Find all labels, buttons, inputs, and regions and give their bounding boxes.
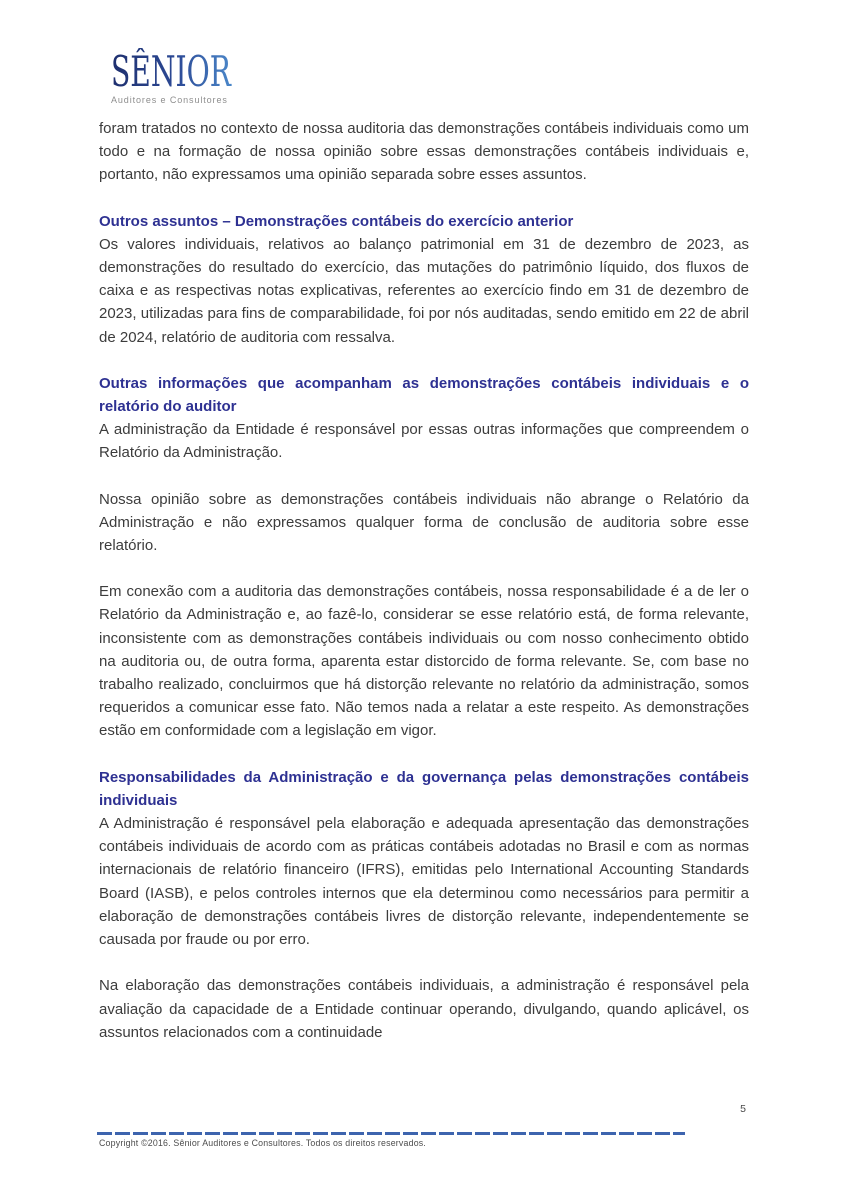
section-heading-outras-informacoes: Outras informações que acompanham as demonstrações contábeis individuais e o relatório do auditor [99, 374, 749, 416]
logo [111, 48, 291, 108]
paragraph-prior-year-statements: Os valores individuais, relativos ao balanço patrimonial em 31 de dezembro de 2023, as demonstrações do resultado do exercício, das mutações do patrimônio líquido, dos fluxos de caixa e as respectivas notas explicativas, referentes ao exercício findo em 31 de dezembro de 2023, utilizadas para fins de comparabilidade, foi por nós auditadas, sendo emitido em 22 de abril de 2024, relatório de auditoria com ressalva. [99, 235, 749, 346]
logo-text: SÊNIOR [111, 48, 290, 94]
logo-tagline: Auditores e Consultores [111, 95, 228, 105]
paragraph-administration-responsibility: A Administração é responsável pela elaboração e adequada apresentação das demonstrações contábeis individuais de acordo com as práticas contábeis adotadas no Brasil e com as normas internacionais de relatório financeiro (IFRS), emitidas pelo International Accounting Standards Board (IASB), e pelos controles internos que ela determinou como necessários para permitir a elaboração de demonstrações contábeis livres de distorção relevante, independentemente se causada por fraude ou por erro. [99, 815, 749, 949]
section-heading-responsabilidades: Responsabilidades da Administração e da governança pelas demonstrações contábeis individuais [99, 768, 749, 809]
paragraph-opinion-scope: Nossa opinião sobre as demonstrações contábeis individuais não abrange o Relatório da Administração e não expressamos qualquer forma de conclusão de auditoria sobre esse relatório. [99, 490, 749, 555]
page-number: 5 [740, 1103, 746, 1115]
copyright-text: Copyright ©2016. Sênior Auditores e Consultores. Todos os direitos reservados. [99, 1138, 427, 1148]
document-body [99, 117, 749, 1067]
footer-divider-line [97, 1132, 685, 1135]
logo-wordmark-graphic [111, 48, 291, 94]
paragraph-audit-connection: Em conexão com a auditoria das demonstrações contábeis, nossa responsabilidade é a de ler o Relatório da Administração e, ao fazê-lo, considerar se esse relatório está, de forma relevante, inconsistente com as demonstrações contábeis individuais ou com nosso conhecimento obtido na auditoria ou, de outra forma, aparenta estar distorcido de forma relevante. Se, com base no trabalho realizado, concluirmos que há distorção relevante no relatório da administração, somos requeridos a comunicar esse fato. Não temos nada a relatar a este respeito. As demonstrações estão em conformidade com a legislação em vigor. [99, 583, 749, 740]
paragraph-going-concern: Na elaboração das demonstrações contábeis individuais, a administração é responsável pela avaliação da capacidade de a Entidade continuar operando, divulgando, quando aplicável, os assuntos relacionados com a continuidade [99, 977, 749, 1041]
paragraph-management-responsibility-info: A administração da Entidade é responsável por essas outras informações que compreendem o Relatório da Administração. [99, 421, 749, 462]
paragraph-opinion-context: foram tratados no contexto de nossa auditoria das demonstrações contábeis individuais como um todo e na formação de nossa opinião sobre essas demonstrações contábeis individuais e, portanto, não expressamos uma opinião separada sobre esses assuntos. [99, 120, 749, 184]
section-heading-outros-assuntos: Outros assuntos – Demonstrações contábeis do exercício anterior [99, 212, 574, 230]
